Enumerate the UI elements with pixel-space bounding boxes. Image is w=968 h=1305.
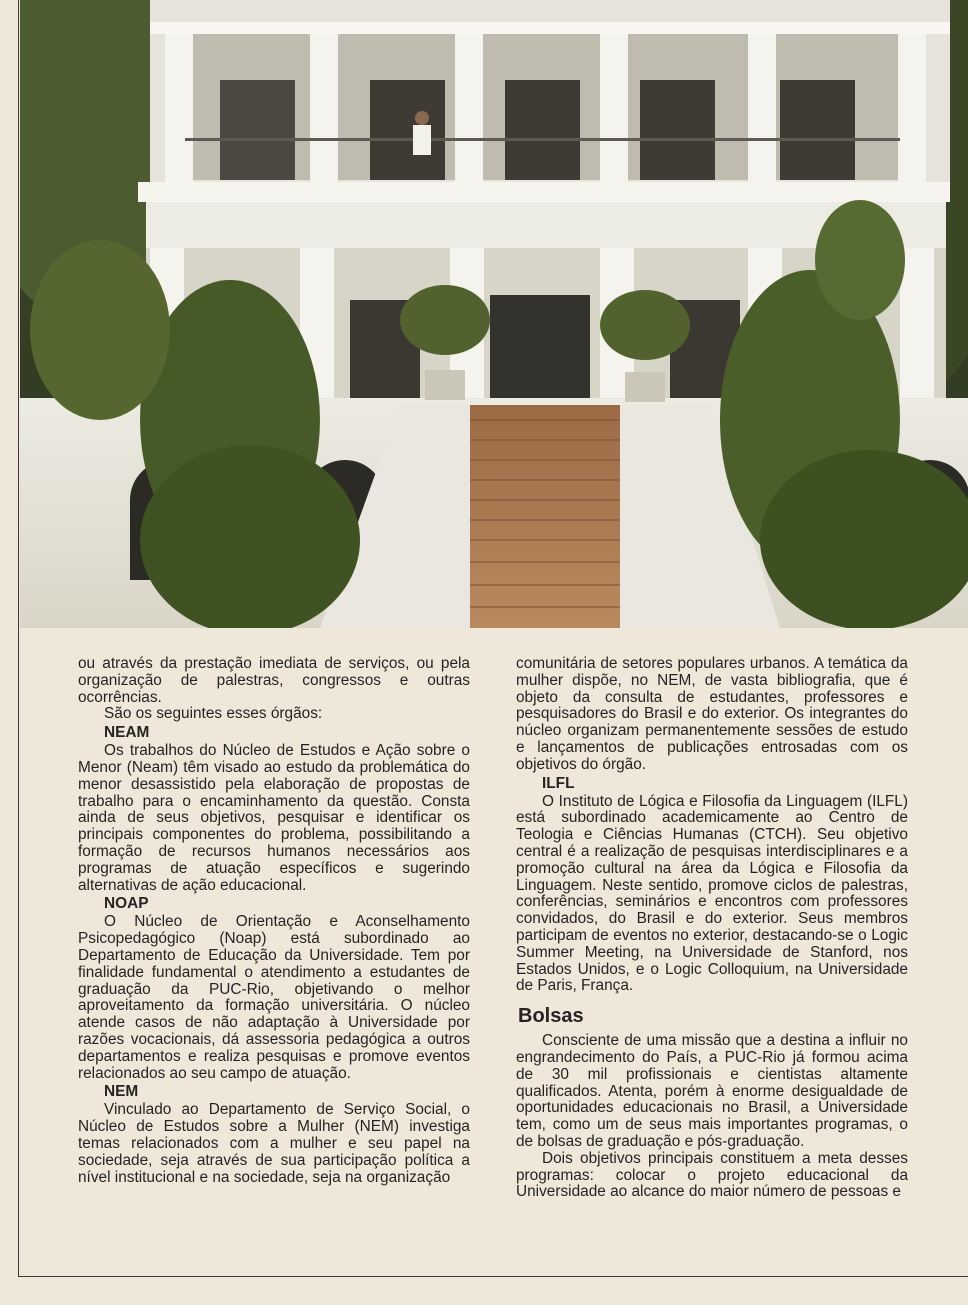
mansion-photo	[20, 0, 968, 628]
nem-continued-paragraph: comunitária de setores populares urbanos. A temática da mulher dispõe, no NEM, de vasta bibliografia, que é objeto da consulta de estudantes, professores e pesquisadores do Brasil e do exterior. Os integrantes do núcleo organizam permanentemente sessões de estudo e lançamentos de publicações entrosadas com os objetivos do órgão.	[516, 655, 908, 773]
neam-paragraph: Os trabalhos do Núcleo de Estudos e Ação sobre o Menor (Neam) têm visado ao estudo da problemática do menor desassistido pela elaboração de propostas de trabalho para o encaminhamento da questão. Consta ainda de seus objetivos, pesquisar e identificar os principais componentes do problema, possibilitando a formação de recursos humanos necessários aos programas de atuação específicos e sugerindo alternativas de ação educacional.	[78, 742, 470, 894]
neam-heading: NEAM	[104, 724, 150, 742]
left-text-column	[78, 656, 470, 1186]
organs-intro: São os seguintes esses órgãos:	[104, 705, 323, 723]
bolsas-paragraph-2: Dois objetivos principais constituem a meta desses programas: colocar o projeto educacional da Universidade ao alcance do maior número de pessoas e	[516, 1149, 908, 1201]
intro-paragraph: ou através da prestação imediata de serviços, ou pela organização de palestras, congressos e outras ocorrências.	[78, 655, 470, 706]
noap-paragraph: O Núcleo de Orientação e Aconselhamento Psicopedagógico (Noap) está subordinado ao Departamento de Educação da Universidade. Tem por finalidade fundamental o atendimento a estudantes de graduação da PUC-Rio, objetivando o melhor aproveitamento da formação universitária. O núcleo atende casos de não adaptação à Universidade por razões vocacionais, dá assessoria pedagógica a outros departamentos e realiza pesquisas e promove eventos relacionados ao seu campo de atuação.	[78, 913, 470, 1082]
bolsas-paragraph-1: Consciente de uma missão que a destina a influir no engrandecimento do País, a PUC-Rio já formou acima de 30 mil profissionais e cientistas altamente qualificados. Atenta, porém à enorme desigualdade de oportunidades educacionais no Brasil, a Universidade tem, como um de seus mais importantes programas, o de bolsas de graduação e pós-graduação.	[516, 1032, 908, 1150]
noap-heading: NOAP	[104, 895, 149, 913]
right-text-column	[516, 656, 908, 1201]
ilfl-heading: ILFL	[542, 774, 575, 792]
nem-heading: NEM	[104, 1083, 139, 1101]
ilfl-paragraph: O Instituto de Lógica e Filosofia da Linguagem (ILFL) está subordinado academicamente ao Centro de Teologia e Ciências Humanas (CTCH). Seu objetivo central é a realização de pesquisas interdisciplinares e a promoção cultural na área da Lógica e Filosofia da Linguagem. Neste sentido, promove ciclos de palestras, conferências, seminários e encontros com professores convidados, do Brasil e do exterior. Seus membros participam de eventos no exterior, destacando-se o Logic Summer Meeting, na Universidade de Stanford, nos Estados Unidos, e o Logic Colloquium, na Universidade de Paris, França.	[516, 792, 908, 995]
bolsas-heading: Bolsas	[518, 1005, 584, 1028]
nem-paragraph: Vinculado ao Departamento de Serviço Social, o Núcleo de Estudos sobre a Mulher (NEM) investiga temas relacionados com a mulher e seu papel na sociedade, seja através de sua participação política a nível institucional e na sociedade, seja na organização	[78, 1101, 470, 1186]
